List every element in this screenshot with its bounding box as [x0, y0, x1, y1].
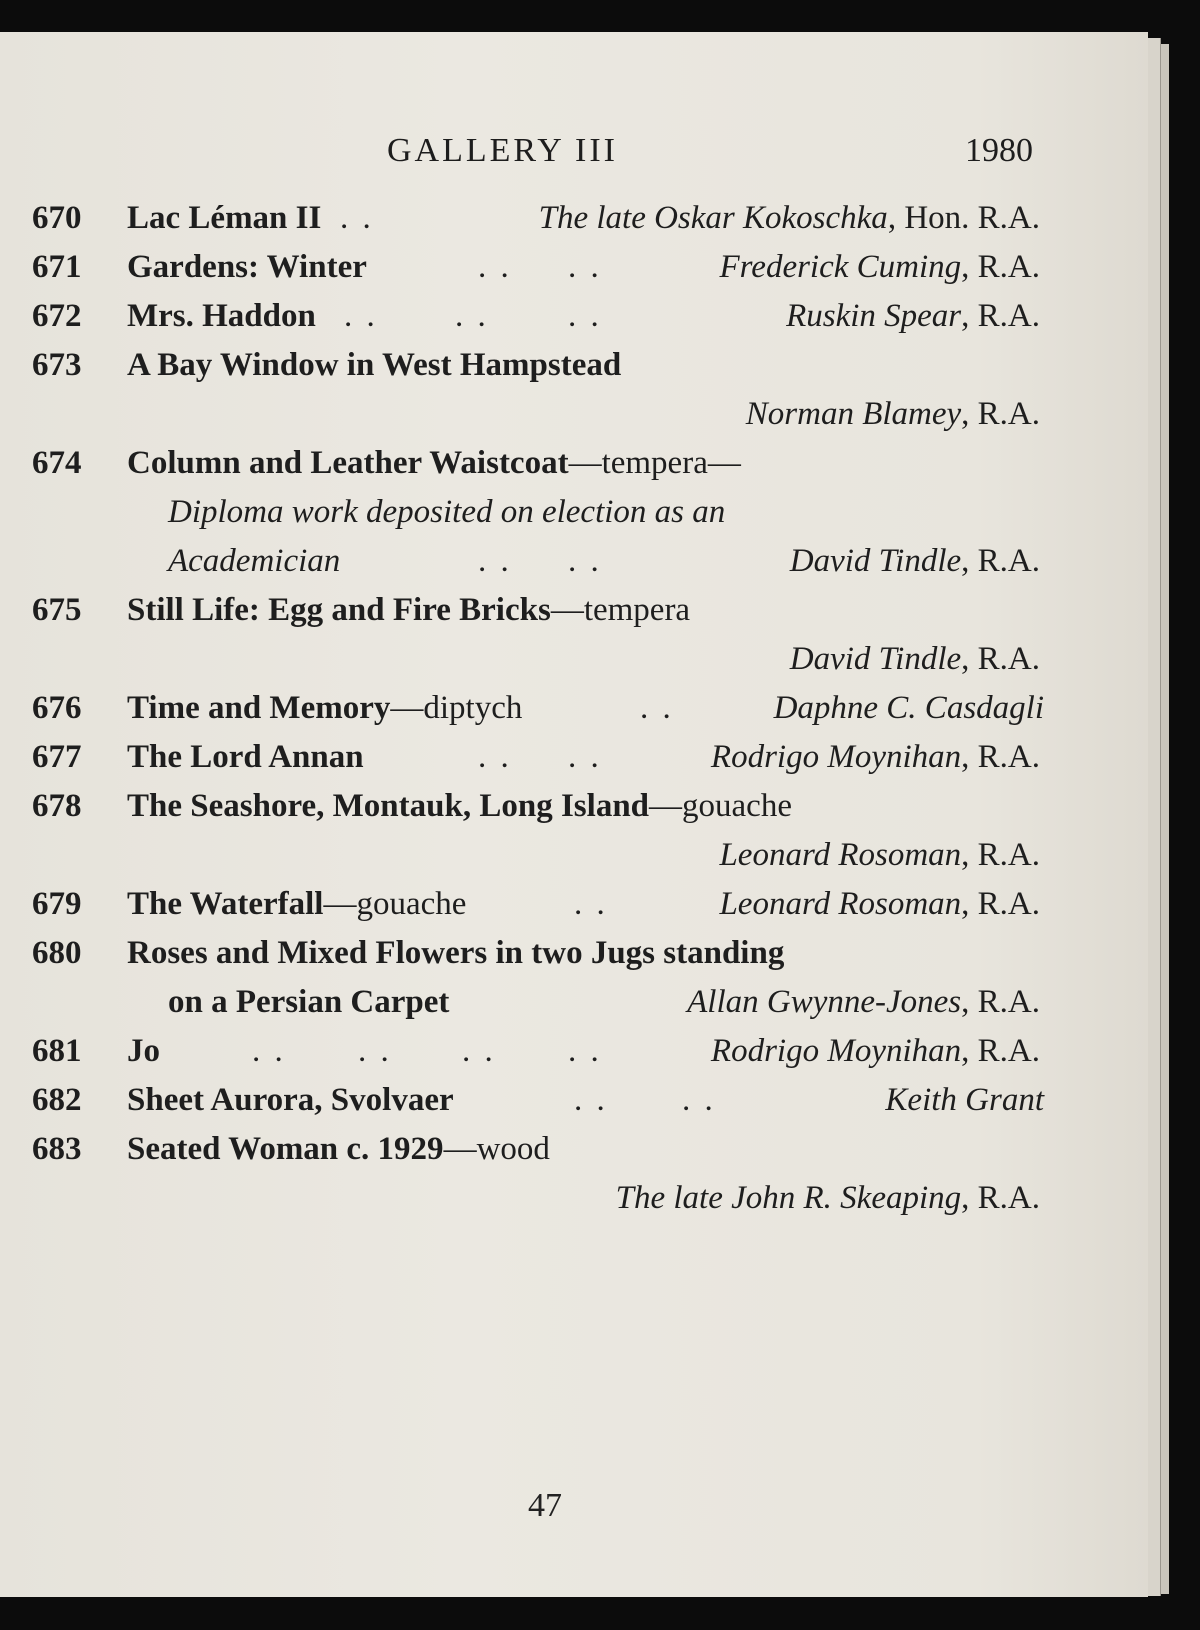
entry-artist-line [790, 543, 1040, 580]
entry-678 [0, 788, 1148, 838]
leader-dots: . . [344, 298, 378, 334]
entry-title: The Seashore, Montauk, Long Island [127, 788, 650, 824]
entry-artist: The late Oskar Kokoschka [538, 200, 888, 236]
entry-title-line [127, 886, 466, 923]
entry-medium: —tempera— [568, 445, 741, 481]
entry-677 [0, 739, 1148, 789]
entry-suffix: , R.A. [961, 1033, 1040, 1069]
entry-title: Lac Léman II [127, 200, 322, 236]
entry-number: 681 [32, 1033, 82, 1069]
entry-title: A Bay Window in West Hampstead [127, 347, 622, 383]
entry-artist-line [790, 641, 1040, 678]
entry-note: Academician [168, 543, 341, 579]
entry-artist: Keith Grant [885, 1082, 1044, 1118]
entry-676 [0, 690, 1148, 740]
entry-title: Mrs. Haddon [127, 298, 316, 334]
entry-683 [0, 1131, 1148, 1181]
entry-artist-line [746, 396, 1040, 433]
entry-medium: —gouache [323, 886, 467, 922]
entry-title-line [127, 592, 690, 629]
page-edge [1161, 44, 1169, 1594]
entry-title-line [127, 445, 741, 482]
leader-dots: . . [568, 249, 602, 285]
entry-title-line [127, 1131, 550, 1168]
entry-title: Jo [127, 1033, 160, 1069]
entry-number: 682 [32, 1082, 82, 1118]
page-header-year: 1980 [965, 132, 1033, 169]
leader-dots: . . [358, 1033, 392, 1069]
entry-artist-line [687, 984, 1040, 1021]
entry-673 [0, 347, 1148, 397]
entry-artist: Allan Gwynne-Jones [687, 984, 962, 1020]
entry-title: Time and Memory [127, 690, 391, 726]
entry-681 [0, 1033, 1148, 1083]
leader-dots: . . [574, 1082, 608, 1118]
entry-674-line3 [0, 543, 1148, 593]
entry-artist-line [539, 200, 1040, 237]
leader-dots: . . [252, 1033, 286, 1069]
entry-suffix: , R.A. [961, 641, 1040, 677]
entry-artist: Norman Blamey [745, 396, 962, 432]
leader-dots: . . [478, 249, 512, 285]
entry-682 [0, 1082, 1148, 1132]
entry-artist: Rodrigo Moynihan [710, 739, 962, 775]
leader-dots: . . [568, 1033, 602, 1069]
entry-title: Column and Leather Waistcoat [127, 445, 569, 481]
entry-number: 675 [32, 592, 82, 628]
entry-artist: David Tindle [789, 543, 962, 579]
leader-dots: . . [568, 543, 602, 579]
entry-title: Still Life: Egg and Fire Bricks [127, 592, 551, 628]
entry-670 [0, 200, 1148, 250]
entry-title: Gardens: Winter [127, 249, 367, 285]
entry-title: The Waterfall [127, 886, 324, 922]
entry-number: 670 [32, 200, 82, 236]
entry-671 [0, 249, 1148, 299]
leader-dots: . . [340, 200, 374, 236]
page-edge [1148, 38, 1161, 1596]
leader-dots: . . [478, 739, 512, 775]
entry-title: Roses and Mixed Flowers in two Jugs standing [127, 935, 785, 971]
entry-675 [0, 592, 1148, 642]
entry-672 [0, 298, 1148, 348]
entry-number: 683 [32, 1131, 82, 1167]
entry-title: Sheet Aurora, Svolvaer [127, 1082, 454, 1118]
entry-artist: David Tindle [789, 641, 962, 677]
entry-artist: Leonard Rosoman [719, 886, 962, 922]
entry-number: 679 [32, 886, 82, 922]
entry-artist-line [719, 886, 1040, 923]
entry-artist-line [885, 1082, 1044, 1119]
entry-suffix: , R.A. [961, 1180, 1040, 1216]
entry-artist: Ruskin Spear [786, 298, 962, 334]
entry-674 [0, 445, 1148, 495]
entry-number: 680 [32, 935, 82, 971]
entry-suffix: , Hon. R.A. [887, 200, 1040, 236]
entry-title-line [127, 690, 522, 727]
entry-note: Diploma work deposited on election as an [168, 494, 726, 530]
page-header-title: GALLERY III [387, 132, 618, 169]
entry-title: Seated Woman c. 1929 [127, 1131, 444, 1167]
entry-674-line2 [0, 494, 1148, 544]
entry-679 [0, 886, 1148, 936]
catalogue-page [0, 32, 1148, 1597]
entry-number: 677 [32, 739, 82, 775]
entry-suffix: , R.A. [961, 298, 1040, 334]
entry-number: 671 [32, 249, 82, 285]
entry-artist-line [720, 249, 1040, 286]
entry-title-line [127, 788, 792, 825]
leader-dots: . . [568, 739, 602, 775]
leader-dots: . . [455, 298, 489, 334]
entry-number: 672 [32, 298, 82, 334]
leader-dots: . . [640, 690, 674, 726]
entry-medium: —gouache [649, 788, 792, 824]
entry-number: 676 [32, 690, 82, 726]
entry-suffix: , R.A. [961, 886, 1040, 922]
entry-title-cont: on a Persian Carpet [168, 984, 450, 1020]
leader-dots: . . [682, 1082, 716, 1118]
entry-artist-line [774, 690, 1044, 727]
entry-medium: —tempera [550, 592, 691, 628]
entry-artist: The late John R. Skeaping [615, 1180, 962, 1216]
entry-suffix: , R.A. [961, 396, 1040, 432]
entry-675-artist-row [0, 641, 1148, 691]
entry-number: 674 [32, 445, 82, 481]
entry-artist-line [711, 739, 1040, 776]
entry-artist: Rodrigo Moynihan [710, 1033, 962, 1069]
entry-medium: —diptych [390, 690, 523, 726]
entry-artist: Daphne C. Casdagli [773, 690, 1044, 726]
entry-673-artist-row [0, 396, 1148, 446]
entry-suffix: , R.A. [961, 837, 1040, 873]
entry-artist-line [616, 1180, 1040, 1217]
leader-dots: . . [574, 886, 608, 922]
leader-dots: . . [478, 543, 512, 579]
leader-dots: . . [568, 298, 602, 334]
entry-artist-line [719, 837, 1040, 874]
entry-678-artist-row [0, 837, 1148, 887]
entry-medium: —wood [443, 1131, 550, 1167]
entry-suffix: , R.A. [961, 249, 1040, 285]
entry-artist: Leonard Rosoman [719, 837, 962, 873]
entry-artist: Frederick Cuming [719, 249, 962, 285]
entry-title: The Lord Annan [127, 739, 364, 775]
entry-artist-line [786, 298, 1040, 335]
entry-680-line2 [0, 984, 1148, 1034]
entry-suffix: , R.A. [961, 739, 1040, 775]
entry-suffix: , R.A. [961, 543, 1040, 579]
entry-683-artist-row [0, 1180, 1148, 1230]
entry-number: 678 [32, 788, 82, 824]
entry-680 [0, 935, 1148, 985]
page-number: 47 [528, 1487, 562, 1524]
leader-dots: . . [462, 1033, 496, 1069]
entry-number: 673 [32, 347, 82, 383]
entry-suffix: , R.A. [961, 984, 1040, 1020]
entry-artist-line [711, 1033, 1040, 1070]
